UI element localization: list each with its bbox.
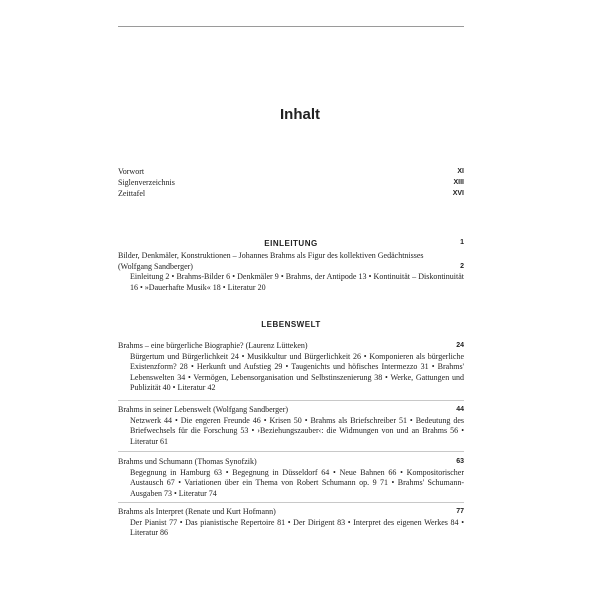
entry-divider — [118, 502, 464, 503]
toc-label: Zeittafel — [118, 189, 146, 198]
entry-title: Brahms – eine bürgerliche Biographie? (Laurenz Lütteken) — [118, 341, 308, 350]
entry-title: Bilder, Denkmäler, Konstruktionen – Johannes Brahms als Figur des kollektiven Gedächtnisses (Wolfgang Sandberger) — [118, 251, 424, 271]
toc-page: XI — [457, 168, 464, 175]
entry-page: 44 — [456, 406, 464, 413]
toc-entry-lebenswelt[interactable] — [118, 405, 464, 447]
section-einleitung-header — [118, 239, 464, 248]
entry-title: Brahms in seiner Lebenswelt (Wolfgang Sandberger) — [118, 405, 289, 414]
toc-label: Siglenverzeichnis — [118, 178, 175, 187]
entry-subtopics: Einleitung 2 • Brahms-Bilder 6 • Denkmäler 9 • Brahms, der Antipode 13 • Kontinuität – Diskontinuität 16 • »Dauerhafte Musik« 18 • Literatur 20 — [130, 272, 464, 292]
section-title: EINLEITUNG — [264, 239, 318, 248]
entry-subtopics: Netzwerk 44 • Die engeren Freunde 46 • Krisen 50 • Brahms als Briefschreiber 51 • Bedeutung des Briefwechsels für die Forschung 53 • ›Beziehungszauber‹: die Widmungen von und an Brahms 56 • Literatur 61 — [130, 415, 464, 446]
entry-page: 24 — [456, 342, 464, 349]
toc-row-siglen[interactable] — [118, 177, 464, 188]
section-title: LEBENSWELT — [261, 320, 321, 329]
section-lebenswelt-header — [118, 320, 464, 329]
toc-entry-einleitung[interactable] — [118, 251, 464, 293]
section-page: 1 — [460, 239, 464, 246]
front-matter-list — [118, 166, 464, 199]
entry-subtopics: Begegnung in Hamburg 63 • Begegnung in Düsseldorf 64 • Neue Bahnen 66 • Kompositorischer Austausch 67 • Variationen über ein Thema von Robert Schumann op. 9 71 • Brahms' Schumann-Ausgaben 73 • Literatur 74 — [130, 467, 464, 498]
entry-divider — [118, 451, 464, 452]
entry-divider — [118, 400, 464, 401]
toc-label: Vorwort — [118, 167, 145, 176]
toc-entry-buergerliche-biographie[interactable] — [118, 341, 464, 394]
entry-subtopics: Der Pianist 77 • Das pianistische Repertoire 81 • Der Dirigent 83 • Interpret des eigenen Werkes 84 • Literatur 86 — [130, 517, 464, 537]
entry-title: Brahms als Interpret (Renate und Kurt Hofmann) — [118, 507, 276, 516]
entry-title: Brahms und Schumann (Thomas Synofzik) — [118, 457, 257, 466]
toc-row-zeittafel[interactable] — [118, 188, 464, 199]
toc-page: XVI — [452, 190, 464, 197]
page-title: Inhalt — [280, 106, 320, 123]
toc-row-vorwort[interactable] — [118, 166, 464, 177]
entry-subtopics: Bürgertum und Bürgerlichkeit 24 • Musikkultur und Bürgerlichkeit 26 • Komponieren als bürgerliche Existenzform? 28 • Herkunft und Aufstieg 29 • Taugenichts und höfisches Intermezzo 31 • Brahms' Lebenswelten 34 • Vermögen, Lebensorganisation und Selbstinszenierung 38 • Werke, Gattungen und Publizität 40 • Literatur 42 — [130, 351, 464, 392]
entry-page: 2 — [460, 262, 464, 270]
toc-entry-schumann[interactable] — [118, 457, 464, 499]
entry-page: 77 — [456, 508, 464, 515]
toc-entry-interpret[interactable] — [118, 507, 464, 539]
top-rule — [118, 26, 464, 27]
toc-page: XIII — [453, 179, 464, 186]
entry-page: 63 — [456, 458, 464, 465]
